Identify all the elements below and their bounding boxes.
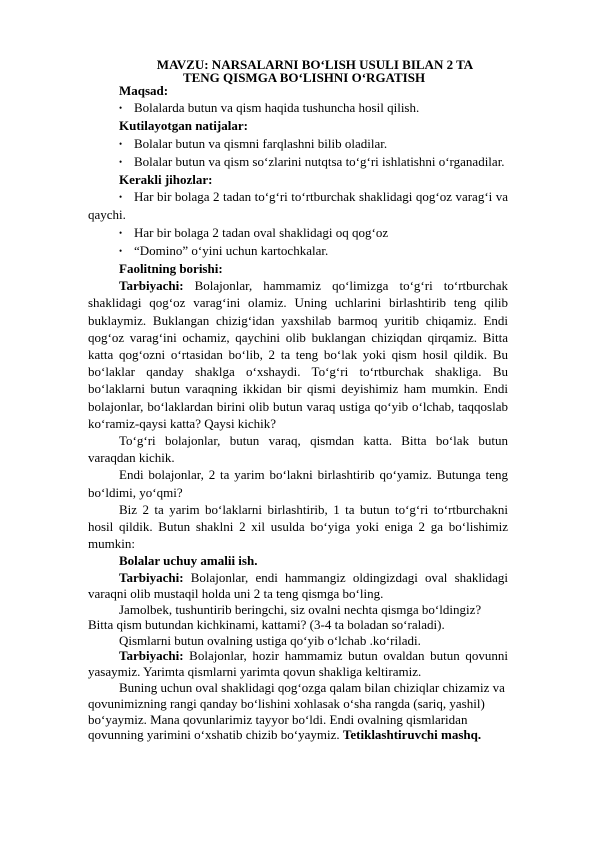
- jihozlar-item-text: Har bir bolaga 2 tadan oval shaklidagi oq qog‘oz: [134, 224, 389, 240]
- document-body: [88, 82, 508, 743]
- paragraph-text: Buning uchun oval shaklidagi qog‘ozga qalam bilan chiziqlar chizamiz va qovunimizning rangi qanday bo‘lishini xohlasak o‘sha rangda (sariq, yashil) bo‘yaymiz. Mana qovunlarimiz tayyor bo‘ldi. Endi ovalning qismlaridan qovunning yarimini o‘xshatib chizib bo‘yaymiz.: [88, 680, 505, 743]
- exercise-label: Tetiklashtiruvchi mashq.: [342, 727, 482, 743]
- jihozlar-item: [88, 242, 508, 260]
- bullet-icon: •: [119, 192, 123, 203]
- paragraph-9: [88, 648, 508, 680]
- paragraph-text: Bolajonlar, hammamiz qo‘limizga to‘g‘ri to‘rtburchak shaklidagi qog‘oz varag‘ini olamiz. Uning uchlarini birlashtirib teng qilib buklaymiz. Buklangan chizig‘idan yaxshilab barmoq yuritib chiqamiz. Endi qog‘oz varag‘ini ochamiz, qaychini olib buklangan chiziqdan qirqamiz. Bitta katta qog‘ozni o‘rtasidan bo‘lib, 2 ta teng bo‘lak yoki qism hosil qildik. Bu bo‘laklar qanday shaklga o‘xshaydi. To‘g‘ri to‘rtburchak shakliga. Bu bo‘laklarni butun varaqning ikkidan bir qismi deyishimiz ham mumkin. Endi bolajonlar, bo‘laklardan birini olib butun varaq ustiga qo‘yib o‘lchab, taqqoslab ko‘ramiz-qaysi katta? Qaysi kichik?: [88, 278, 508, 431]
- paragraph-6: Jamolbek, tushuntirib beringchi, siz ovalni nechta qismga bo‘ldingiz?: [119, 601, 482, 617]
- bullet-icon: •: [119, 103, 123, 114]
- amali-heading: Bolalar uchuy amalii ish.: [119, 553, 258, 569]
- paragraph-10: [88, 680, 508, 742]
- paragraph-text: Bolajonlar, hozir hammamiz butun ovaldan butun qovunni yasaymiz. Yarimta qismlarni yarimta qovun shakliga keltiramiz.: [88, 648, 508, 680]
- title-line-1: MAVZU: NARSALARNI BO‘LISH USULI BILAN 2 TA: [156, 57, 474, 72]
- jihozlar-heading: Kerakli jihozlar:: [119, 172, 213, 188]
- natijalar-item: [88, 135, 508, 153]
- paragraph-text: Bolajonlar, endi hammangiz oldingizdagi oval shaklidagi varaqni olib mustaqil holda uni 2 ta teng qismga bo‘ling.: [88, 569, 508, 601]
- jihozlar-item: [88, 188, 508, 223]
- paragraph-4: Biz 2 ta yarim bo‘laklarni birlashtirib, 1 ta butun to‘g‘ri to‘rtburchakni hosil qildik. Butun shaklni 2 xil usulda bo‘yiga yoki eniga 2 ga bo‘lishimiz mumkin:: [88, 501, 508, 552]
- bullet-icon: •: [119, 245, 123, 256]
- paragraph-3: Endi bolajonlar, 2 ta yarim bo‘lakni birlashtirib qo‘yamiz. Butunga teng bo‘ldimi, yo‘qmi?: [88, 467, 508, 500]
- natijalar-heading: Kutilayotgan natijalar:: [119, 118, 248, 134]
- bullet-icon: •: [119, 138, 123, 149]
- jihozlar-item-text: Har bir bolaga 2 tadan to‘g‘ri to‘rtburchak shaklidagi qog‘oz varag‘i va qaychi.: [88, 189, 508, 223]
- bullet-icon: •: [119, 227, 123, 238]
- natijalar-item: [88, 153, 508, 171]
- paragraph-8: Qismlarni butun ovalning ustiga qo‘yib o‘lchab .ko‘riladi.: [119, 632, 421, 648]
- jihozlar-item-text: “Domino” o‘yini uchun kartochkalar.: [134, 242, 329, 258]
- borishi-heading: Faolitning borishi:: [119, 261, 223, 277]
- title-line-2: TENG QISMGA BO‘LISHNI O‘RGATISH: [182, 70, 426, 85]
- maqsad-heading: Maqsad:: [119, 83, 169, 98]
- jihozlar-item: [88, 224, 508, 242]
- document-title: [0, 58, 596, 84]
- speaker-label: Tarbiyachi:: [119, 278, 184, 294]
- natijalar-item-text: Bolalar butun va qismni farqlashni bilib oladilar.: [134, 135, 388, 151]
- maqsad-item: [88, 99, 508, 117]
- natijalar-item-text: Bolalar butun va qism so‘zlarini nutqtsa to‘g‘ri ishlatishni o‘rganadilar.: [134, 153, 505, 169]
- speaker-label: Tarbiyachi:: [119, 648, 184, 664]
- paragraph-5: [88, 570, 508, 602]
- paragraph-1: [88, 277, 508, 432]
- maqsad-item-text: Bolalarda butun va qism haqida tushuncha hosil qilish.: [134, 100, 420, 116]
- paragraph-2: To‘g‘ri bolajonlar, butun varaq, qismdan katta. Bitta bo‘lak butun varaqdan kichik.: [88, 433, 508, 466]
- speaker-label: Tarbiyachi:: [119, 569, 184, 585]
- bullet-icon: •: [119, 156, 123, 167]
- paragraph-7: Bitta qism butundan kichkinami, kattami? (3-4 ta boladan so‘raladi).: [88, 617, 445, 633]
